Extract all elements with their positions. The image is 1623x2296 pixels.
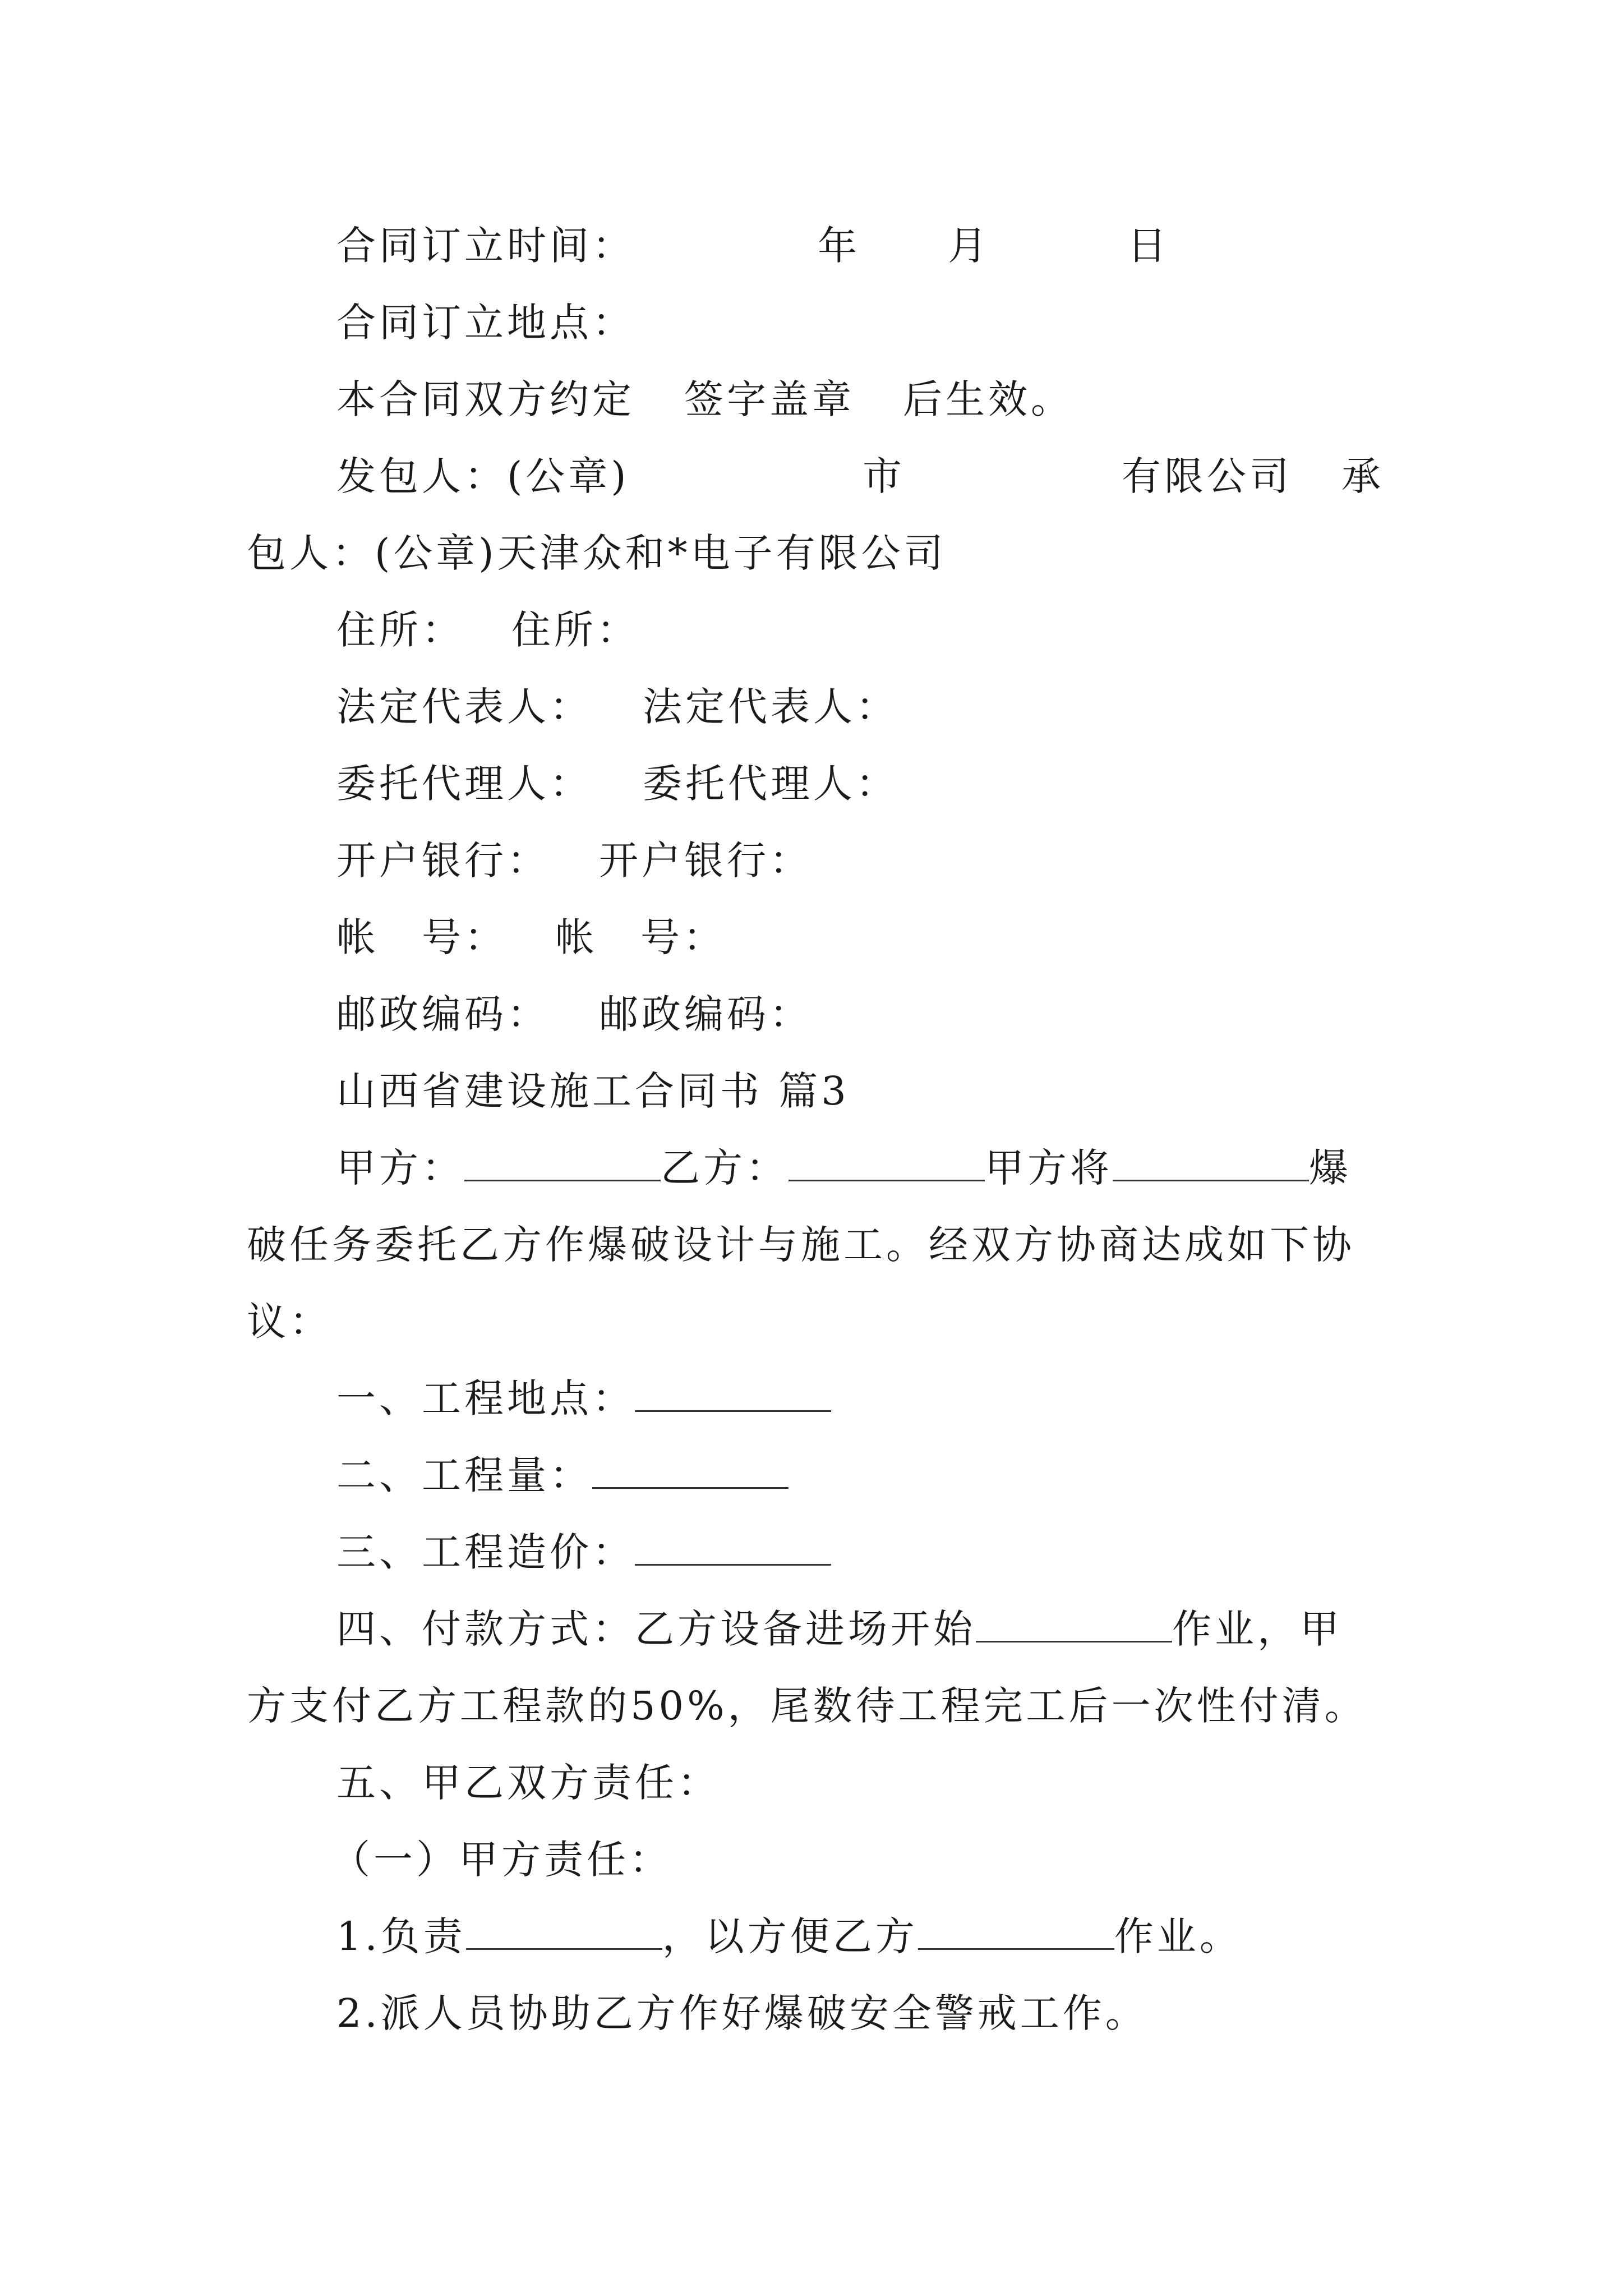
intro-line-2: 破任务委托乙方作爆破设计与施工。经双方协商达成如下协: [247, 1222, 1355, 1268]
legal-rep-left: 法定代表人：: [336, 684, 592, 730]
postcode-right: 邮政编码：: [599, 991, 812, 1037]
blank-cost: [635, 1529, 831, 1566]
duty-1: [336, 1908, 1242, 1964]
contract-date-line: [336, 218, 635, 274]
item-cost-label: 三、工程造价：: [336, 1529, 635, 1575]
legal-rep-right: 法定代表人：: [643, 684, 898, 730]
contractor-first-char: 承: [1341, 453, 1384, 499]
blank-party-b: [789, 1145, 985, 1181]
blank-location: [635, 1375, 831, 1412]
bank-left: 开户银行：: [336, 838, 550, 884]
item-payment: [336, 1601, 1343, 1657]
date-day: 日: [1127, 223, 1170, 269]
contractor-line: 包人：(公章)天津众和*电子有限公司: [247, 530, 947, 576]
contract-place-line: [336, 295, 635, 351]
item-quantity: [336, 1447, 789, 1503]
effect-prefix: 本合同双方约定: [336, 376, 635, 422]
intro-party-b: 乙方：: [661, 1145, 789, 1191]
item-duties: 五、甲乙双方责任：: [336, 1760, 720, 1806]
item-quantity-label: 二、工程量：: [336, 1452, 592, 1498]
item-cost: [336, 1524, 831, 1580]
agent-left: 委托代理人：: [336, 761, 592, 807]
issuer-company: 有限公司: [1122, 453, 1292, 499]
effect-sign: 签字盖章: [684, 376, 855, 422]
blank-duty-1a: [466, 1913, 662, 1950]
intro-party-a-will: 甲方将: [985, 1145, 1113, 1191]
blank-party-a: [464, 1145, 661, 1181]
contract-date-label: 合同订立时间：: [336, 223, 635, 269]
blank-task: [1113, 1145, 1309, 1181]
item-location: [336, 1370, 831, 1427]
postcode-left: 邮政编码：: [336, 991, 550, 1037]
address-left: 住所：: [336, 607, 464, 653]
account-right: 帐 号：: [555, 914, 726, 960]
issuer-label: 发包人：(公章): [336, 453, 630, 499]
issuer-city: 市: [863, 453, 905, 499]
address-right: 住所：: [511, 607, 639, 653]
contract-place-label: 合同订立地点：: [336, 300, 635, 346]
agent-right: 委托代理人：: [643, 761, 898, 807]
account-left: 帐 号：: [336, 914, 507, 960]
intro-party-a: 甲方：: [336, 1145, 464, 1191]
intro-line-1: [336, 1140, 1352, 1196]
intro-line-3: 议：: [247, 1299, 332, 1345]
blank-payment: [976, 1606, 1172, 1642]
duty-1-text-b: ，以方便乙方: [662, 1913, 918, 1959]
subsection-party-a: （一）甲方责任：: [331, 1837, 672, 1883]
contract-effect-line: [336, 371, 635, 427]
intro-blast: 爆: [1309, 1145, 1352, 1191]
item-payment-text-a: 四、付款方式：乙方设备进场开始: [336, 1606, 976, 1652]
blank-quantity: [592, 1452, 789, 1489]
date-month: 月: [948, 223, 990, 269]
bank-right: 开户银行：: [599, 838, 812, 884]
duty-1-text-a: 1.负责: [336, 1913, 466, 1959]
duty-2: 2.派人员协助乙方作好爆破安全警戒工作。: [336, 1990, 1148, 2036]
duty-1-text-c: 作业。: [1114, 1913, 1242, 1959]
blank-duty-1b: [918, 1913, 1114, 1950]
item-payment-text-b: 作业，甲: [1172, 1606, 1343, 1652]
item-payment-line-2: 方支付乙方工程款的50%，尾数待工程完工后一次性付清。: [247, 1683, 1367, 1729]
section-heading: 山西省建设施工合同书 篇3: [336, 1068, 850, 1114]
item-location-label: 一、工程地点：: [336, 1375, 635, 1421]
date-year: 年: [818, 223, 860, 269]
effect-suffix: 后生效。: [903, 376, 1073, 422]
